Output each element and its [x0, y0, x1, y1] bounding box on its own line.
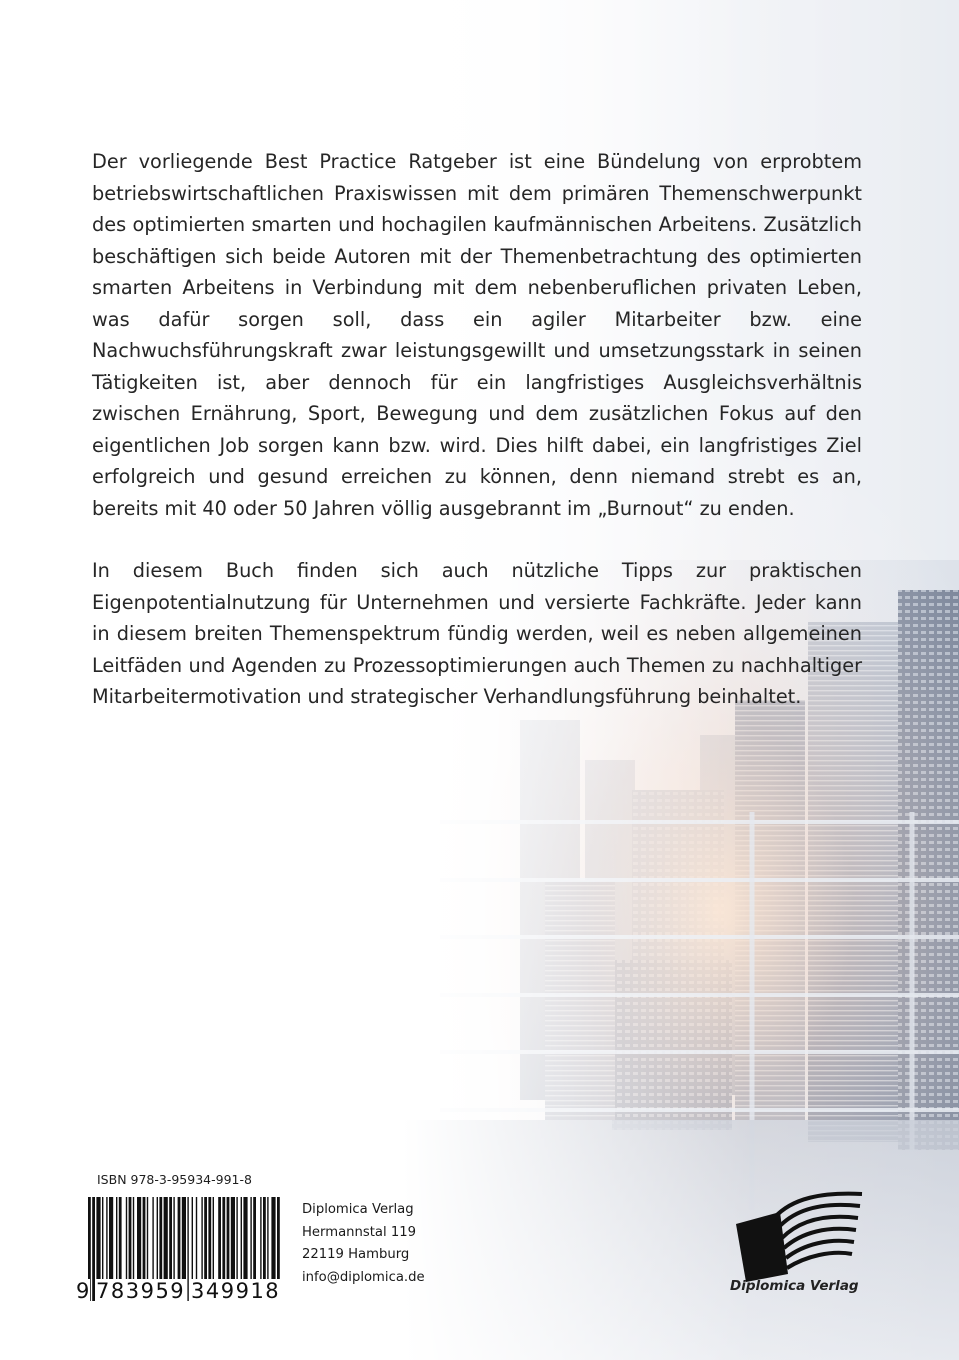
barcode-digits [75, 1279, 285, 1305]
blurb-paragraph-1: Der vorliegende Best Practice Ratgeber ist eine Bündelung von erprobtem betriebswirtschaftlichen Praxiswissen mit dem primären Themenschwerpunkt des optimierten smarten und hochagilen kaufmännischen Arbeitens. Zusätzlich beschäftigen sich beide Autoren mit der Themenbetrachtung des optimierten smarten Arbeitens in Verbindung mit dem nebenberuflichen privaten Leben, was dafür sorgen soll, dass ein agiler Mitarbeiter bzw. eine Nachwuchsführungskraft zwar leistungsgewillt und umsetzungsstark in seinen Tätigkeiten ist, aber dennoch für ein langfristiges Ausgleichsverhältnis zwischen Ernährung, Sport, Bewegung und dem zusätzlichen Fokus auf den eigentlichen Job sorgen kann bzw. wird. Dies hilft dabei, ein langfristiges Ziel erfolgreich und gesund erreichen zu können, denn niemand strebt es an, bereits mit 40 oder 50 Jahren völlig ausgebrannt im „Burnout“ zu enden. [92, 150, 862, 520]
publisher-street: Hermannstal 119 [302, 1224, 417, 1240]
barcode-digits-left: 783959 [96, 1279, 186, 1303]
publisher-address [302, 1199, 425, 1290]
barcode-digits-right: 349918 [191, 1279, 281, 1303]
publisher-name: Diplomica Verlag [302, 1202, 414, 1217]
publisher-email[interactable]: info@diplomica.de [302, 1270, 425, 1286]
isbn-label: ISBN 978-3-95934-991-8 [97, 1172, 252, 1187]
logo-text: Diplomica Verlag [730, 1278, 859, 1294]
publisher-city: 22119 Hamburg [302, 1247, 410, 1263]
blurb-paragraph-2: In diesem Buch finden sich auch nützliche Tipps zur praktischen Eigenpotentialnutzung für Unternehmen und versierte Fachkräfte. Jeder kann in diesem breiten Themenspektrum fündig werden, weil es neben allgemeinen Leitfäden und Agenden zu Prozessoptimierungen auch Themen zu nachhaltiger Mitarbeitermotivation und strategischer Verhandlungsführung beinhaltet. [92, 559, 862, 708]
barcode-digit-first: 9 [76, 1279, 90, 1303]
back-cover-blurb [92, 146, 862, 713]
